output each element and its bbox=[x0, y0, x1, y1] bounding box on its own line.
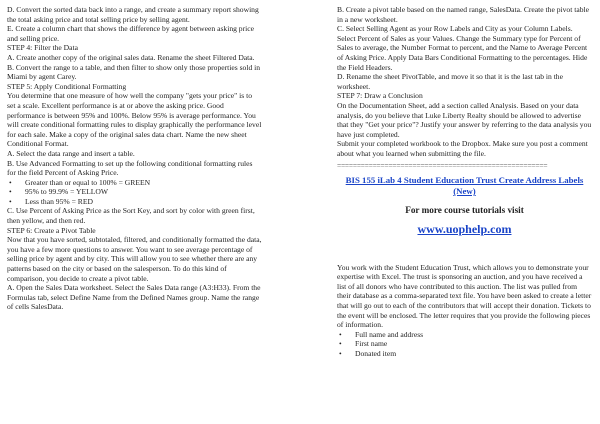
website-link[interactable]: www.uophelp.com bbox=[417, 221, 512, 236]
paragraph: D. Convert the sorted data back into a range, and create a summary report showing the total asking price and total selling price by selling agent. bbox=[7, 5, 259, 24]
paragraph: STEP 7: Draw a Conclusion bbox=[337, 91, 423, 101]
blank-space bbox=[337, 236, 592, 263]
paragraph: B. Use Advanced Formatting to set up the following conditional formatting rules for the field Percent of Asking Price. bbox=[7, 158, 253, 178]
bullet-icon: • bbox=[339, 349, 342, 359]
paragraph: STEP 5: Apply Conditional Formatting bbox=[7, 81, 127, 91]
bullet-text: Greater than or equal to 100% = GREEN bbox=[25, 177, 151, 187]
bullet-text: 95% to 99.9% = YELLOW bbox=[25, 187, 109, 197]
bullet-text: Full name and address bbox=[355, 329, 424, 339]
bullet-icon: • bbox=[9, 187, 12, 197]
paragraph: Now that you have sorted, subtotaled, filtered, and conditionally formatted the data, you have a few more questions to answer. You want to see average percentage of selling price by agent and by city. This will allow you to see whether there are any patterns based on the city or based on the salesperson. To do this kind of comparison, you decide to create a pivot table. bbox=[7, 235, 262, 283]
paragraph: E. Create a column chart that shows the difference by agent between asking price and selling price. bbox=[7, 24, 254, 43]
bullet-item bbox=[7, 187, 262, 197]
bullet-icon: • bbox=[9, 196, 12, 206]
bullet-text: Less than 95% = RED bbox=[25, 196, 93, 206]
paragraph: B. Convert the range to a table, and then filter to show only those properties sold in Miami by agent Carey. bbox=[7, 62, 261, 82]
paragraph: A. Create another copy of the original sales data. Rename the sheet Filtered Data. bbox=[7, 52, 255, 62]
paragraph: STEP 6: Create a Pivot Table bbox=[7, 225, 96, 235]
bullet-icon: • bbox=[339, 339, 342, 349]
right-column bbox=[337, 5, 592, 359]
bullet-item bbox=[337, 339, 592, 349]
bullet-item bbox=[337, 349, 592, 359]
lab-description bbox=[337, 263, 592, 359]
paragraph: A. Open the Sales Data worksheet. Select the Sales Data range (A3:H33). From the Formulas tab, select Define Name from the Defined Names group. Name the range of cells SalesData. bbox=[7, 283, 261, 312]
paragraph: On the Documentation Sheet, add a section called Analysis. Based on your data analysis, do you believe that Luke Liberty Realty should be allowed to advertise that they "Get your price"? Justify your answer by referring to the data analysis you have just completed. bbox=[337, 100, 592, 139]
bullet-item bbox=[7, 178, 262, 188]
tutorial-title-link[interactable]: BIS 155 iLab 4 Student Education Trust Create Address Labels (New) bbox=[345, 175, 584, 197]
paragraph: Submit your completed workbook to the Dropbox. Make sure you post a comment about what you learned when submitting the file. bbox=[337, 139, 588, 158]
bullet-icon: • bbox=[339, 329, 342, 339]
paragraph: C. Select Selling Agent as your Row Labels and City as your Column Labels. Select Percent of Sales as your Values. Change the Summary type for Percent of Sales to average, the Number Format to percent, and the Name to Average Percent of Asking Price. Apply Data Bars Conditional Formatting to the percentages. Hide the Field Headers. bbox=[337, 24, 588, 72]
bullet-text: First name bbox=[355, 339, 388, 349]
paragraph: D. Rename the sheet PivotTable, and move it so that it is the last tab in the worksheet. bbox=[337, 72, 563, 91]
paragraph: You determine that one measure of how well the company "gets your price" is to set a scale. Excellent performance is at or above the asking price. Good performance is between 95% and 100%. Below 95% is average performance. You will create conditional formatting rules to display graphically the performance level for each sale. Make a copy of the original sales data chart. Name the new sheet Conditional Format. bbox=[7, 91, 262, 149]
left-column bbox=[7, 5, 262, 312]
bullet-item bbox=[337, 330, 592, 340]
instructions-continued bbox=[337, 5, 592, 159]
paragraph: C. Use Percent of Asking Price as the Sort Key, and sort by color with green first, then yellow, and then red. bbox=[7, 206, 255, 226]
paragraph: B. Create a pivot table based on the named range, SalesData. Create the pivot table in a new worksheet. bbox=[337, 5, 589, 24]
separator-line: ===================================================== bbox=[337, 160, 548, 170]
paragraph: STEP 4: Filter the Data bbox=[7, 43, 79, 53]
paragraph: You work with the Student Education Trust, which allows you to demonstrate your expertise with Excel. The trust is sponsoring an auction, and you have received a list of all donors who have contributed to this auction. The list was pulled from their database as a comma-separated text file. You have been asked to create a letter that will go out to each of the contributors that will accept their donation. Tickets to the event will be enclosed. The letter requires that you provide the following pieces of information. bbox=[337, 262, 592, 330]
bullet-text: Donated item bbox=[355, 349, 397, 359]
bullet-icon: • bbox=[9, 177, 12, 187]
paragraph: A. Select the data range and insert a table. bbox=[7, 148, 135, 158]
bullet-item bbox=[7, 197, 262, 207]
promo-text: For more course tutorials visit bbox=[405, 205, 524, 216]
